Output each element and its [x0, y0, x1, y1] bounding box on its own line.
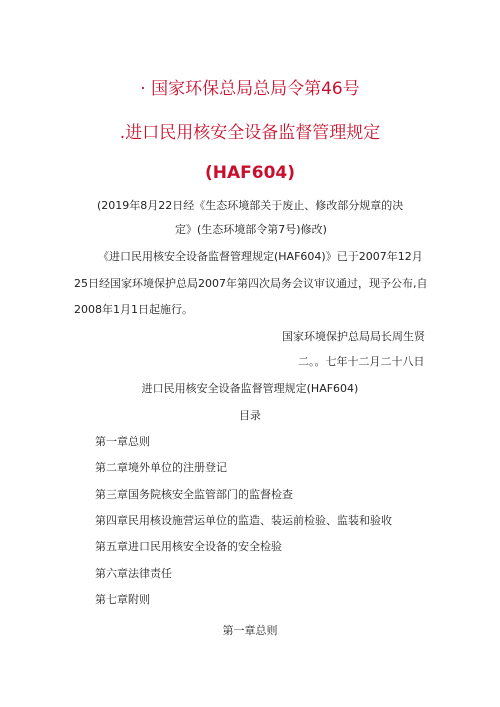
amendment-note-line-1: (2019年8月22日经《生态环境部关于废止、修改部分规章的决: [97, 199, 404, 212]
preamble-line-2: 25日经国家环境保护总局2007年第四次局务会议审议通过，现予公布,自: [74, 277, 428, 290]
signer-name: 国家环境保护总局局长周生贤: [282, 330, 425, 343]
decree-number-title: · 国家环保总局总局令第46号: [140, 79, 360, 99]
regulation-title-repeat: 进口民用核安全设备监督管理规定(HAF604): [141, 382, 359, 395]
toc-item: 第五章进口民用核安全设备的安全检验: [95, 540, 282, 553]
toc-item: 第六章法律责任: [95, 567, 172, 580]
toc-heading: 目录: [239, 409, 261, 422]
signature-date: 二。。七年十二月二十八日: [298, 355, 425, 368]
toc-item: 第二章境外单位的注册登记: [95, 461, 227, 474]
amendment-note-line-2: 定》(生态环境部令第7号)修改): [175, 223, 327, 236]
regulation-code-title: (HAF604): [204, 163, 296, 183]
toc-item: 第三章国务院核安全监管部门的监督检查: [95, 488, 293, 501]
toc-item: 第七章附则: [95, 593, 150, 606]
preamble-line-1: 《进口民用核安全设备监督管理规定(HAF604)》已于2007年12月: [98, 250, 423, 263]
preamble-line-3: 2008年1月1日起施行。: [74, 303, 193, 316]
chapter-heading: 第一章总则: [222, 624, 278, 637]
regulation-title-main: .进口民用核安全设备监督管理规定: [119, 123, 381, 143]
toc-item: 第一章总则: [95, 435, 150, 448]
toc-item: 第四章民用核设施营运单位的监造、装运前检验、监装和验收: [95, 514, 392, 527]
